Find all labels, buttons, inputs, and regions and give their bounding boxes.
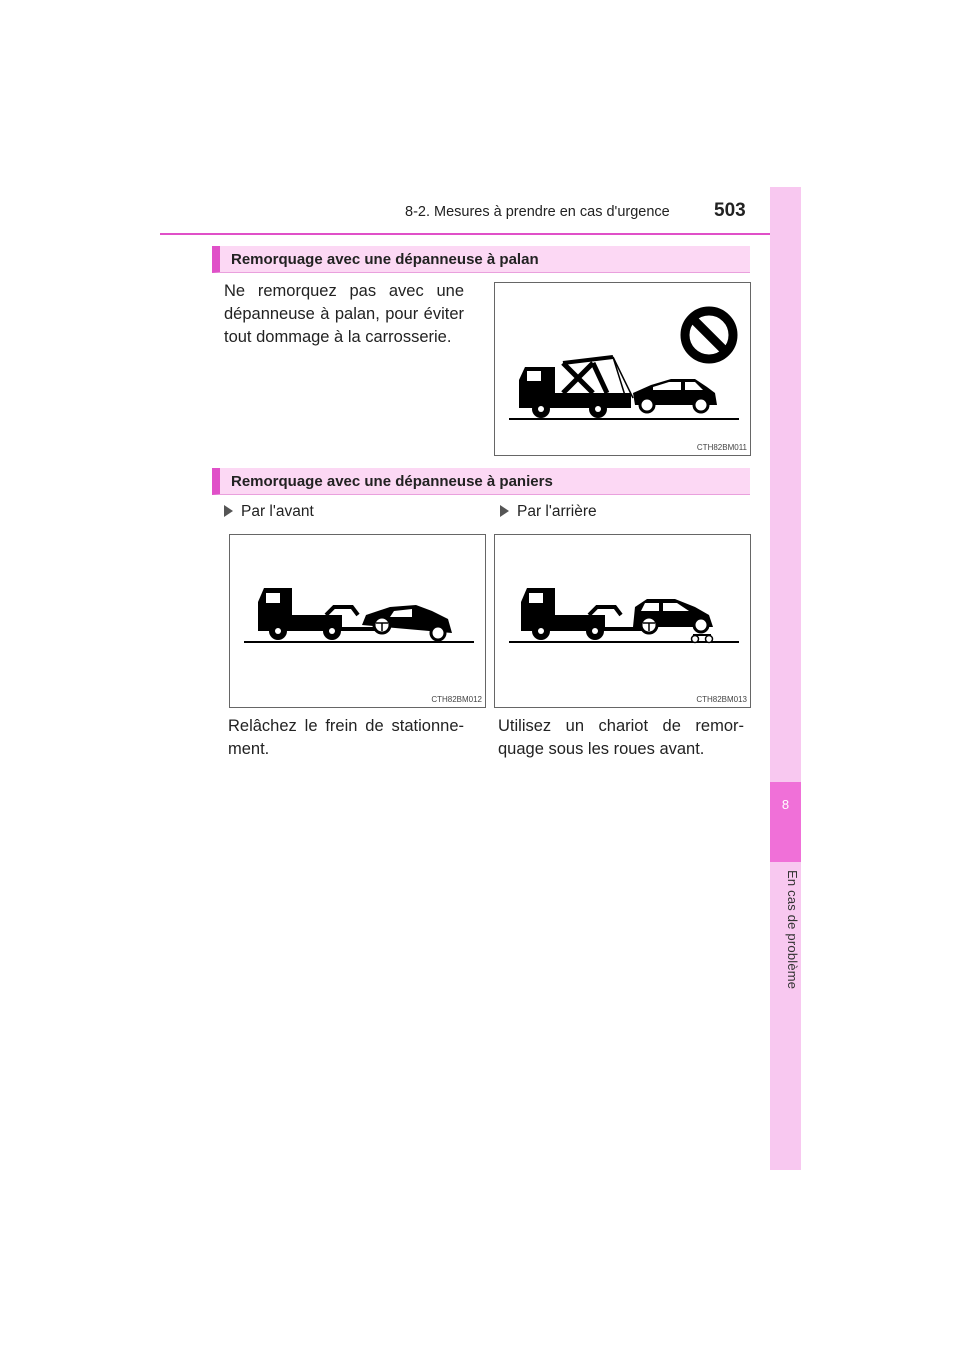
- header-rule: [160, 233, 801, 235]
- bullet-triangle-icon: [224, 505, 233, 517]
- section-heading-text: Remorquage avec une dépanneuse à palan: [231, 251, 539, 268]
- page-number: 503: [714, 200, 746, 221]
- figure-code: CTH82BM013: [696, 695, 747, 704]
- caption-front: Relâchez le frein de stationne-ment.: [228, 717, 464, 758]
- figure-code: CTH82BM011: [696, 443, 747, 452]
- bullet-rear: [500, 503, 597, 521]
- section-heading-wheel-lift-cradle: [212, 468, 750, 495]
- figure-rear-tow: [494, 534, 751, 708]
- figure-hook-truck: [494, 282, 751, 456]
- running-header: 8-2. Mesures à prendre en cas d'urgence: [405, 204, 670, 220]
- chapter-sidebar: [770, 187, 801, 1170]
- bullet-triangle-icon: [500, 505, 509, 517]
- bullet-front: [224, 503, 314, 521]
- section-heading-text: Remorquage avec une dépanneuse à paniers: [231, 473, 553, 490]
- hook-truck-illustration: [495, 283, 752, 457]
- warning-text: Ne remorquez pas avec une dépanneuse à palan, pour éviter tout dommage à la carrosserie.: [224, 282, 464, 346]
- rear-tow-illustration: [495, 535, 752, 709]
- chapter-tab[interactable]: [770, 782, 801, 862]
- chapter-number: 8: [781, 797, 790, 812]
- chapter-title: En cas de problème: [785, 870, 800, 990]
- dolly-wheel-icon: [706, 636, 713, 643]
- caption-rear: Utilisez un chariot de remor-quage sous les roues avant.: [498, 717, 744, 758]
- dolly-wheel-icon: [692, 636, 699, 643]
- bullet-label: Par l'avant: [241, 503, 314, 520]
- bullet-label: Par l'arrière: [517, 503, 597, 520]
- figure-front-tow: [229, 534, 486, 708]
- section-heading-wheel-lift: [212, 246, 750, 273]
- front-tow-illustration: [230, 535, 487, 709]
- figure-code: CTH82BM012: [431, 695, 482, 704]
